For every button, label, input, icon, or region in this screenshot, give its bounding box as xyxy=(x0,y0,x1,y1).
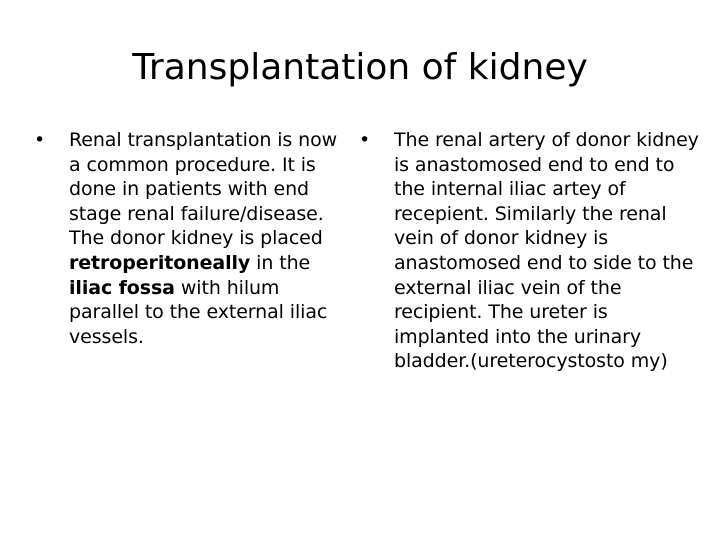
left-text-part-3: with hilum parallel to the external iliac vessels. xyxy=(69,276,328,348)
left-column xyxy=(30,128,350,349)
slide-title: Transplantation of kidney xyxy=(132,47,588,88)
bold-term-retroperitoneally: retroperitoneally xyxy=(69,251,251,274)
bullet-item-right xyxy=(355,128,700,374)
bullet-text-left xyxy=(69,129,337,348)
left-text-part-1: Renal transplantation is now a common procedure. It is done in patients with end stage renal failure/disease. The donor kidney is placed xyxy=(69,129,338,250)
bullet-icon: • xyxy=(359,129,371,151)
right-column xyxy=(355,128,700,374)
bullet-item-left xyxy=(30,128,350,349)
bullet-text-right: The renal artery of donor kidney is anastomosed end to end to the internal iliac artey of recepient. Similarly the renal vein of donor kidney is anastomosed end to side to the external iliac vein of the recipient. The ureter is implanted into the urinary bladder.(ureterocystosto my) xyxy=(394,129,699,373)
left-text-part-2: in the xyxy=(250,251,311,274)
bold-term-iliac-fossa: iliac fossa xyxy=(69,276,175,299)
bullet-icon: • xyxy=(34,129,46,151)
